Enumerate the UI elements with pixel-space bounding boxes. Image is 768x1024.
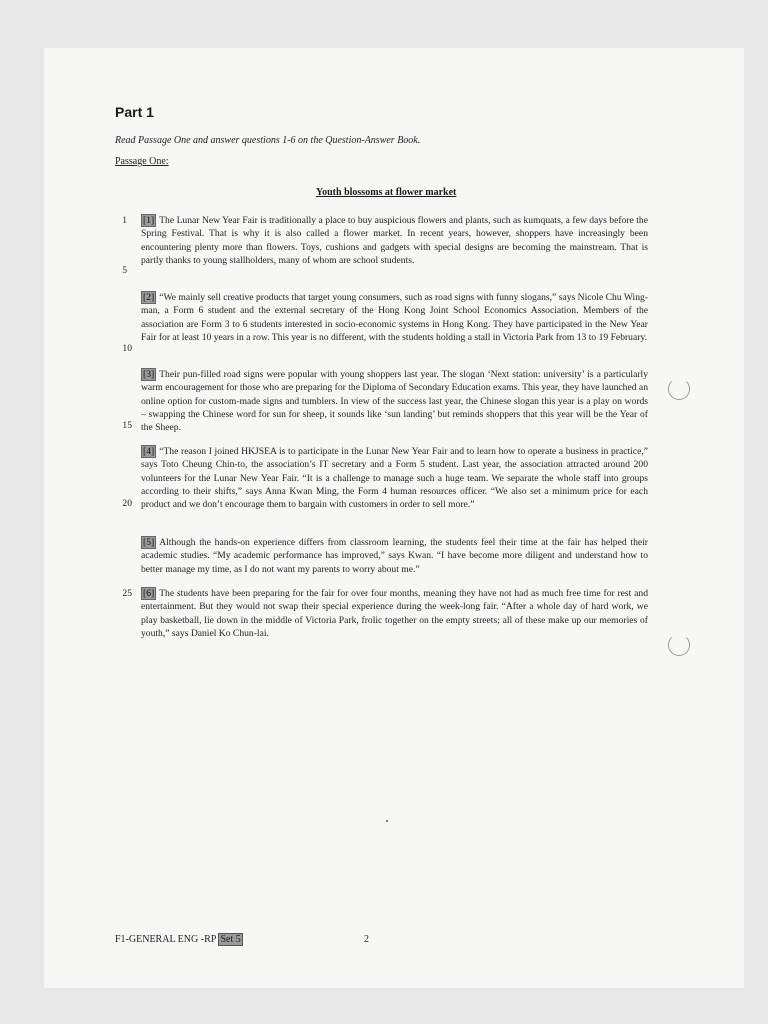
paragraph-number: [5] — [143, 537, 155, 548]
paragraph-6 — [141, 587, 648, 640]
line-number: 5 — [122, 265, 127, 276]
footer-code — [115, 934, 243, 945]
paragraph-text: The students have been preparing for the fair for over four months, meaning they have not had as much free time for rest and entertainment. But they would not swap their special experience during the week-long fair. “After a whole day of hard work, we play basketball, lie down in the middle of Victoria Park, frolic together on the empty streets; all of these make up our memories of youth,” says Daniel Ko Chun-lai. — [141, 588, 648, 639]
line-number: 15 — [122, 420, 132, 431]
paragraph-3 — [141, 368, 648, 434]
speck-mark — [386, 820, 388, 822]
footer-set-badge: Set 5 — [220, 934, 241, 945]
line-number: 10 — [122, 343, 132, 354]
paragraph-4 — [141, 445, 648, 511]
paragraph-text: Although the hands-on experience differs from classroom learning, the students feel their time at the fair has helped their academic studies. “My academic performance has improved,” says Kwan. “I have become more diligent and understand how to better manage my time, as I do not want my parents to worry about me.” — [141, 537, 648, 575]
paragraph-1 — [141, 214, 648, 267]
paragraph-2 — [141, 291, 648, 344]
passage-title: Youth blossoms at flower market — [316, 187, 457, 198]
line-number: 20 — [122, 498, 132, 509]
paragraph-number: [4] — [143, 446, 155, 457]
line-number: 1 — [122, 215, 127, 226]
instruction-text: Read Passage One and answer questions 1-6 on the Question-Answer Book. — [115, 135, 421, 146]
paragraph-number: [6] — [143, 588, 155, 599]
line-number: 25 — [122, 588, 132, 599]
footer-code-text: F1-GENERAL ENG -RP — [115, 934, 216, 945]
paragraph-text: Their pun-filled road signs were popular with young shoppers last year. The slogan ‘Next station: university’ is a particularly warm encouragement for those who are preparing for the Diploma of Secondary Education exams. This year, they have launched an online option for custom-made signs and tumblers. In view of the success last year, the Chinese slogan this year is a play on words – swapping the Chinese word for sun for sheep, it sounds like ‘sun landing’ but reminds shoppers that this year will be the Year of the Sheep. — [141, 369, 648, 434]
part-title: Part 1 — [115, 104, 154, 120]
page-number: 2 — [364, 934, 369, 945]
passage-label: Passage One: — [115, 156, 169, 167]
paragraph-number: [2] — [143, 292, 155, 303]
paragraph-number: [3] — [143, 369, 155, 380]
paragraph-text: “The reason I joined HKJSEA is to participate in the Lunar New Year Fair and to learn how to operate a business in practice,” says Toto Cheung Chin-to, the association’s IT secretary and a Form 5 student. Last year, the association attracted around 200 volunteers for the Lunar New Year Fair. “It is a challenge to manage such a huge team. We separate the whole staff into groups according to their shifts,” says Anna Kwan Ming, the Form 4 human resources officer. “We also set a minimum price for each product and we don’t encourage them to bargain with customers in order to sell more.” — [141, 446, 648, 511]
paragraph-text: The Lunar New Year Fair is traditionally a place to buy auspicious flowers and plants, such as kumquats, a few days before the Spring Festival. That is why it is also called a flower market. In recent years, however, shoppers have increasingly been encountering plenty more than flowers. Toys, cushions and gadgets with special designs are becoming the mainstream. That is partly thanks to young stallholders, many of whom are school students. — [141, 215, 648, 266]
paragraph-number: [1] — [143, 215, 155, 226]
punch-hole-mark — [668, 378, 690, 400]
punch-hole-mark — [668, 634, 690, 656]
paragraph-text: “We mainly sell creative products that target young consumers, such as road signs with funny slogans,” says Nicole Chu Wing-man, a Form 6 student and the external secretary of the Hong Kong Joint School Economics Association. Members of the association are Form 3 to 6 students interested in socio-economic systems in Hong Kong. They have participated in the New Year Fair for at least 10 years in a row. This year is no different, with the students holding a stall in Victoria Park from 13 to 19 February. — [141, 292, 648, 343]
paragraph-5 — [141, 536, 648, 576]
